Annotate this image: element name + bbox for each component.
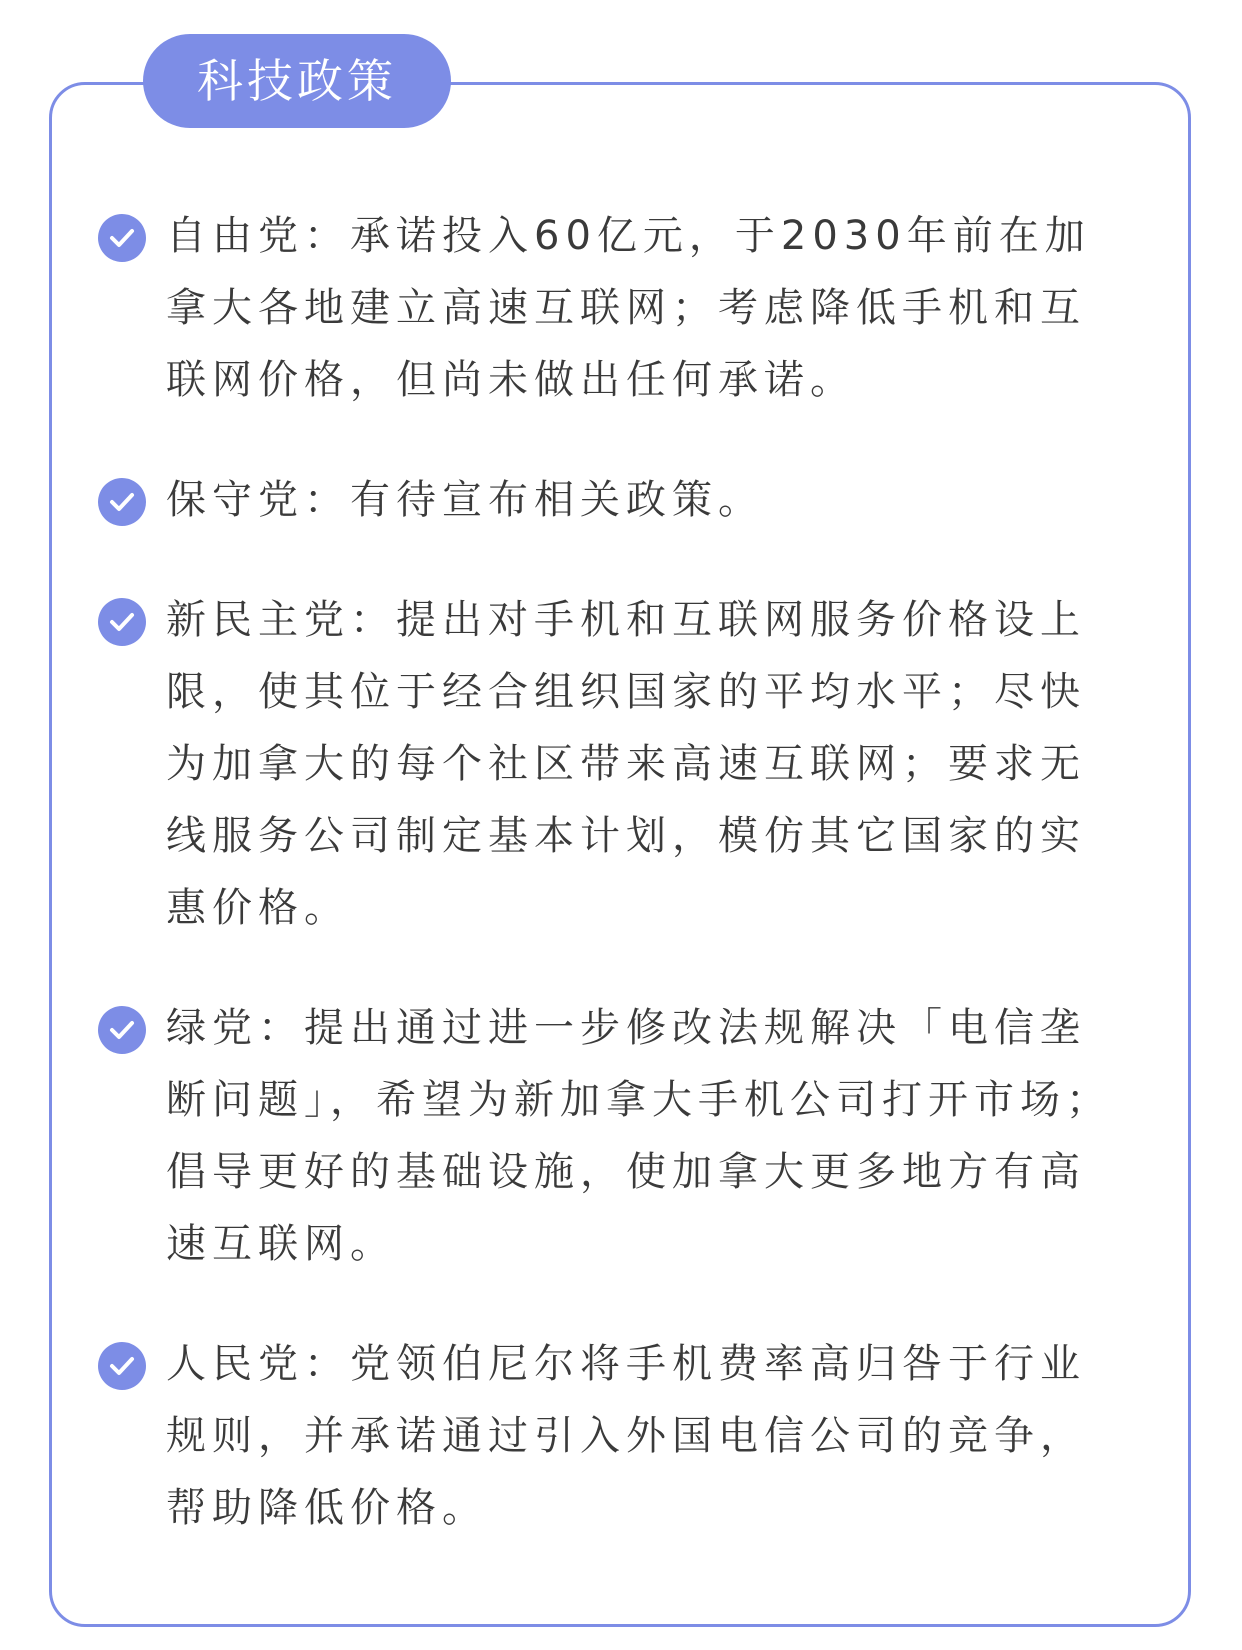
- check-circle-icon: [98, 1342, 146, 1390]
- check-circle-icon: [98, 598, 146, 646]
- list-item-text: 人民党：党领伯尼尔将手机费率高归咎于行业规则，并承诺通过引入外国电信公司的竞争，帮助降低价格。: [166, 1341, 1086, 1531]
- list-item-text: 新民主党：提出对手机和互联网服务价格设上限，使其位于经合组织国家的平均水平；尽快为加拿大的每个社区带来高速互联网；要求无线服务公司制定基本计划，模仿其它国家的实惠价格。: [166, 597, 1086, 931]
- list-item-text: 自由党：承诺投入60亿元，于2030年前在加拿大各地建立高速互联网；考虑降低手机和互联网价格，但尚未做出任何承诺。: [166, 213, 1091, 403]
- check-circle-icon: [98, 1006, 146, 1054]
- check-circle-icon: [98, 214, 146, 262]
- list-item-ppc: [98, 1328, 1128, 1544]
- list-item-liberal: [98, 200, 1128, 416]
- list-item-ndp: [98, 584, 1128, 944]
- policy-list: [98, 200, 1128, 1592]
- list-item-text: 保守党：有待宣布相关政策。: [166, 477, 764, 523]
- list-item-green: [98, 992, 1128, 1280]
- list-item-conservative: [98, 464, 1128, 536]
- list-item-text: 绿党：提出通过进一步修改法规解决「电信垄断问题」，希望为新加拿大手机公司打开市场；倡导更好的基础设施，使加拿大更多地方有高速互联网。: [166, 1005, 1112, 1267]
- section-title: 科技政策: [143, 34, 451, 128]
- check-circle-icon: [98, 478, 146, 526]
